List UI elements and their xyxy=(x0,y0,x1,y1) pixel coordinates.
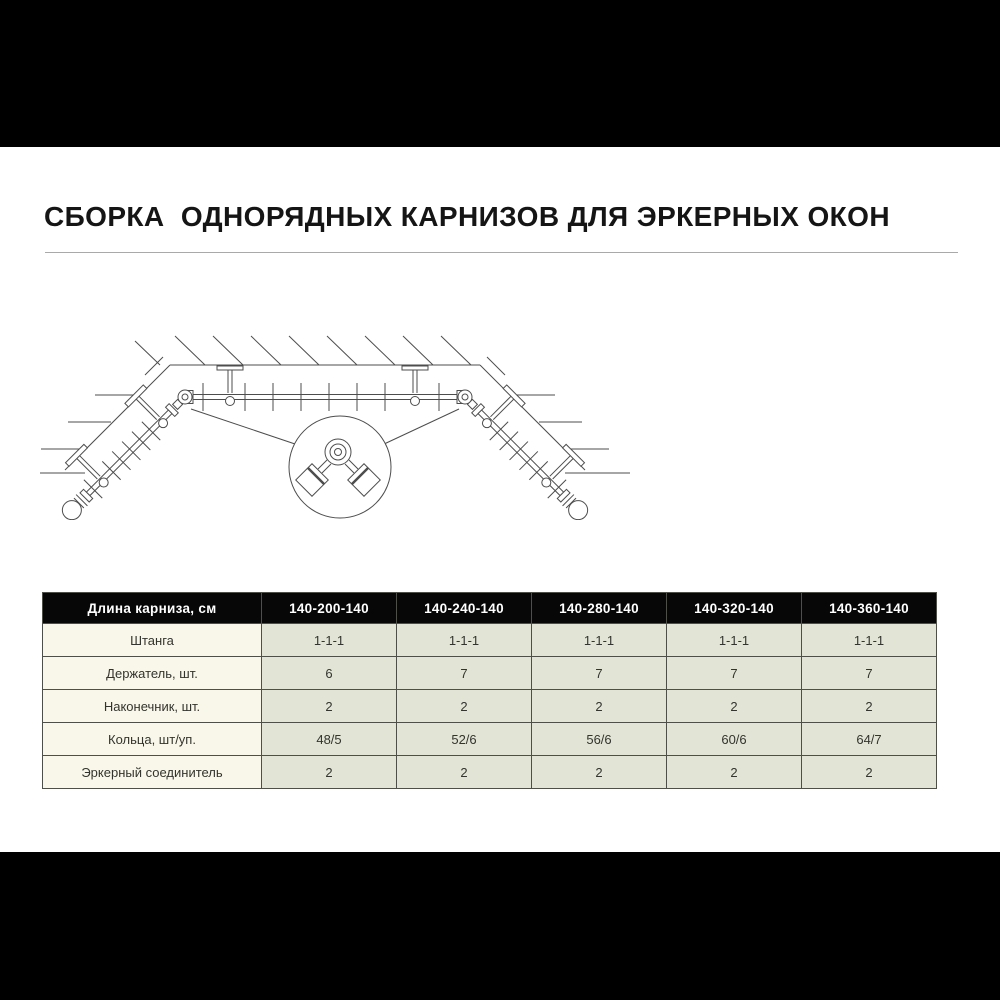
ceiling-hatching xyxy=(135,336,505,375)
spec-table xyxy=(42,592,937,789)
table-row-derzhatel xyxy=(43,657,937,690)
value-cell: 2 xyxy=(397,756,532,789)
value-cell: 1-1-1 xyxy=(667,624,802,657)
assembly-diagram xyxy=(35,315,635,520)
ceiling-bracket-clamp xyxy=(411,397,420,406)
header-cell-size-2: 140-240-140 xyxy=(397,593,532,624)
row-label-cell: Штанга xyxy=(43,624,262,657)
value-cell: 2 xyxy=(532,756,667,789)
row-label-cell: Наконечник, шт. xyxy=(43,690,262,723)
row-label-cell: Кольца, шт/уп. xyxy=(43,723,262,756)
center-rod xyxy=(188,366,462,411)
letterbox-bottom xyxy=(0,852,1000,1000)
value-cell: 48/5 xyxy=(262,723,397,756)
value-cell: 2 xyxy=(802,690,937,723)
value-cell: 2 xyxy=(397,690,532,723)
letterbox-top xyxy=(0,0,1000,147)
value-cell: 2 xyxy=(802,756,937,789)
value-cell: 60/6 xyxy=(667,723,802,756)
value-cell: 1-1-1 xyxy=(802,624,937,657)
value-cell: 6 xyxy=(262,657,397,690)
row-label-cell: Эркерный соединитель xyxy=(43,756,262,789)
table-header-row xyxy=(43,593,937,624)
header-cell-size-4: 140-320-140 xyxy=(667,593,802,624)
side-rod-right xyxy=(451,365,612,520)
table-row-koltsa xyxy=(43,723,937,756)
header-cell-length: Длина карниза, см xyxy=(43,593,262,624)
ceiling-bracket-clamp xyxy=(226,397,235,406)
value-cell: 7 xyxy=(667,657,802,690)
table-row-shtanga xyxy=(43,624,937,657)
title-divider xyxy=(45,252,958,253)
value-cell: 1-1-1 xyxy=(532,624,667,657)
value-cell: 1-1-1 xyxy=(262,624,397,657)
table-row-soedinitel xyxy=(43,756,937,789)
row-label-cell: Держатель, шт. xyxy=(43,657,262,690)
value-cell: 2 xyxy=(262,690,397,723)
value-cell: 7 xyxy=(532,657,667,690)
left-wall xyxy=(40,365,170,473)
value-cell: 52/6 xyxy=(397,723,532,756)
header-cell-size-5: 140-360-140 xyxy=(802,593,937,624)
value-cell: 56/6 xyxy=(532,723,667,756)
value-cell: 2 xyxy=(667,756,802,789)
value-cell: 2 xyxy=(667,690,802,723)
header-cell-size-1: 140-200-140 xyxy=(262,593,397,624)
value-cell: 64/7 xyxy=(802,723,937,756)
right-wall xyxy=(480,365,630,473)
table-row-nakonechnik xyxy=(43,690,937,723)
page-title: СБОРКА ОДНОРЯДНЫХ КАРНИЗОВ ДЛЯ ЭРКЕРНЫХ ОКОН xyxy=(44,201,890,232)
bay-window-cornice-drawing xyxy=(35,315,635,520)
value-cell: 7 xyxy=(802,657,937,690)
value-cell: 2 xyxy=(532,690,667,723)
value-cell: 7 xyxy=(397,657,532,690)
bay-connector-detail xyxy=(289,416,391,518)
header-cell-size-3: 140-280-140 xyxy=(532,593,667,624)
side-rod-left xyxy=(38,365,199,520)
value-cell: 1-1-1 xyxy=(397,624,532,657)
value-cell: 2 xyxy=(262,756,397,789)
